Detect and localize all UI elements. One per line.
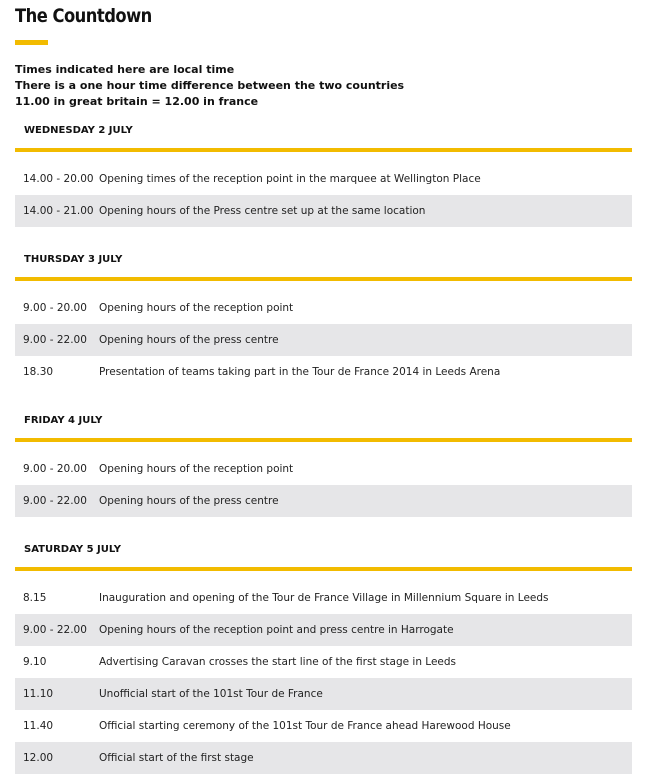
event-row: [15, 678, 632, 710]
event-time: 12.00: [23, 752, 54, 764]
event-row: [15, 710, 632, 742]
event-time: 9.00 - 22.00: [23, 334, 87, 346]
event-time: 9.00 - 20.00: [23, 302, 87, 314]
intro-notes: [15, 62, 404, 110]
event-row: [15, 324, 632, 356]
event-row: [15, 163, 632, 195]
intro-line-time-difference: There is a one hour time difference between the two countries: [15, 79, 405, 92]
event-description: Opening hours of the press centre: [99, 334, 279, 346]
event-time: 11.40: [23, 720, 54, 732]
event-row: [15, 582, 632, 614]
event-row: [15, 742, 632, 774]
event-description: Unofficial start of the 101st Tour de France: [99, 688, 323, 700]
event-list: [15, 163, 632, 227]
event-description: Official starting ceremony of the 101st Tour de France ahead Harewood House: [99, 720, 511, 732]
day-heading: THURSDAY 3 JULY: [15, 249, 632, 281]
intro-line-local-time: Times indicated here are local time: [15, 63, 235, 76]
event-list: [15, 453, 632, 517]
day-section-thursday: [15, 249, 632, 388]
event-time: 9.00 - 22.00: [23, 495, 87, 507]
event-list: [15, 582, 632, 774]
event-time: 11.10: [23, 688, 54, 700]
event-description: Advertising Caravan crosses the start line of the first stage in Leeds: [99, 656, 457, 668]
title-underline: [15, 40, 48, 45]
page-title: The Countdown: [15, 5, 152, 27]
event-row: [15, 614, 632, 646]
event-row: [15, 453, 632, 485]
event-row: [15, 485, 632, 517]
event-time: 8.15: [23, 592, 47, 604]
event-description: Presentation of teams taking part in the Tour de France 2014 in Leeds Arena: [99, 366, 501, 378]
event-time: 9.00 - 20.00: [23, 463, 87, 475]
day-heading: WEDNESDAY 2 JULY: [15, 120, 632, 152]
event-row: [15, 356, 632, 388]
event-time: 9.00 - 22.00: [23, 624, 87, 636]
event-description: Official start of the first stage: [99, 752, 254, 764]
event-description: Opening hours of the press centre: [99, 495, 279, 507]
event-row: [15, 195, 632, 227]
intro-line-conversion: 11.00 in great britain = 12.00 in france: [15, 95, 259, 108]
event-description: Opening times of the reception point in the marquee at Wellington Place: [99, 173, 481, 185]
event-time: 18.30: [23, 366, 54, 378]
event-description: Opening hours of the reception point: [99, 302, 294, 314]
event-list: [15, 292, 632, 388]
event-row: [15, 646, 632, 678]
day-section-friday: [15, 410, 632, 517]
event-time: 9.10: [23, 656, 47, 668]
day-section-saturday: [15, 539, 632, 774]
event-row: [15, 292, 632, 324]
day-section-wednesday: [15, 120, 632, 227]
event-description: Opening hours of the reception point and press centre in Harrogate: [99, 624, 454, 636]
day-heading: FRIDAY 4 JULY: [15, 410, 632, 442]
event-description: Opening hours of the Press centre set up at the same location: [99, 205, 426, 217]
day-heading: SATURDAY 5 JULY: [15, 539, 632, 571]
event-time: 14.00 - 20.00: [23, 173, 94, 185]
event-description: Opening hours of the reception point: [99, 463, 294, 475]
event-description: Inauguration and opening of the Tour de France Village in Millennium Square in Leeds: [99, 592, 549, 604]
event-time: 14.00 - 21.00: [23, 205, 94, 217]
